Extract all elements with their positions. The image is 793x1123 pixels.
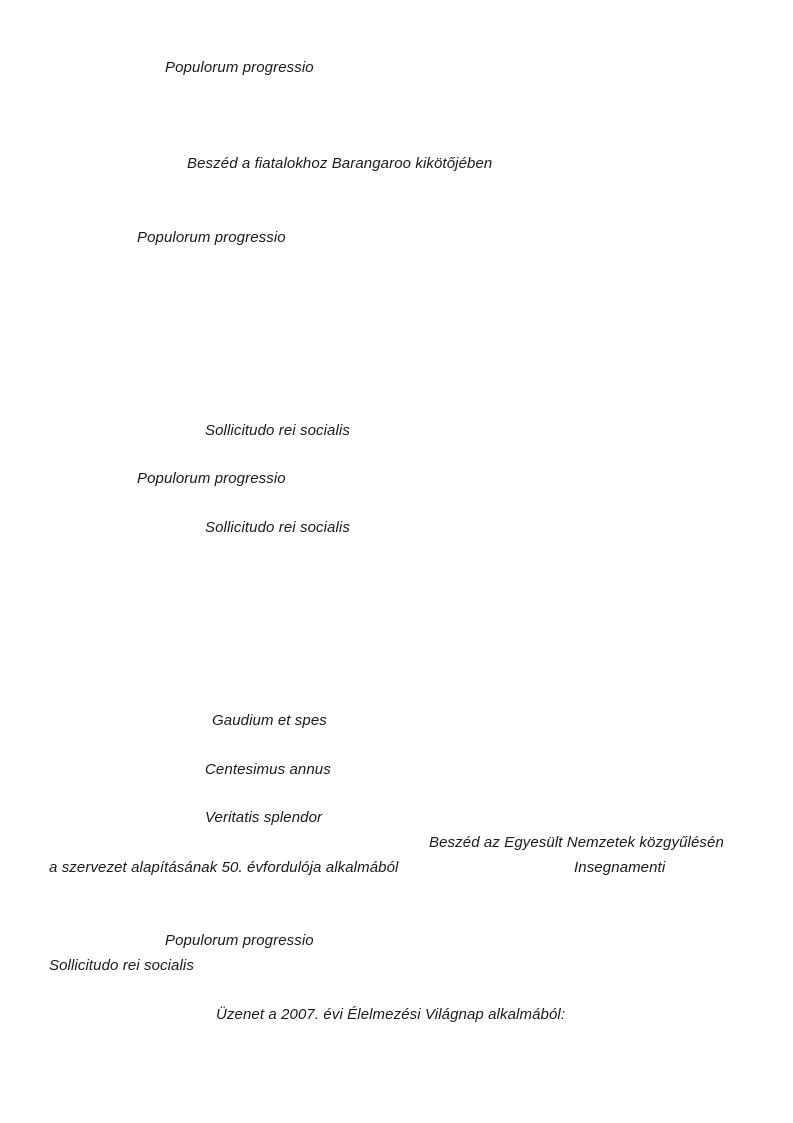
text-fragment-11: a szervezet alapításának 50. évfordulója alkalmából [49,859,399,876]
text-fragment-13: Populorum progressio [165,932,314,949]
text-fragment-3: Populorum progressio [137,229,286,246]
text-fragment-8: Centesimus annus [205,761,331,778]
text-fragment-10: Beszéd az Egyesült Nemzetek közgyűlésén [429,834,724,851]
text-fragment-1: Populorum progressio [165,59,314,76]
text-fragment-15: Üzenet a 2007. évi Élelmezési Világnap alkalmából: [216,1006,566,1023]
text-fragment-14: Sollicitudo rei socialis [49,957,194,974]
text-fragment-2: Beszéd a fiatalokhoz Barangaroo kikötőjében [187,155,493,172]
text-fragment-7: Gaudium et spes [212,712,327,729]
text-fragment-6: Sollicitudo rei socialis [205,519,350,536]
text-fragment-12: Insegnamenti [574,859,666,876]
text-fragment-5: Populorum progressio [137,470,286,487]
text-fragment-9: Veritatis splendor [205,809,323,826]
text-fragment-4: Sollicitudo rei socialis [205,422,350,439]
